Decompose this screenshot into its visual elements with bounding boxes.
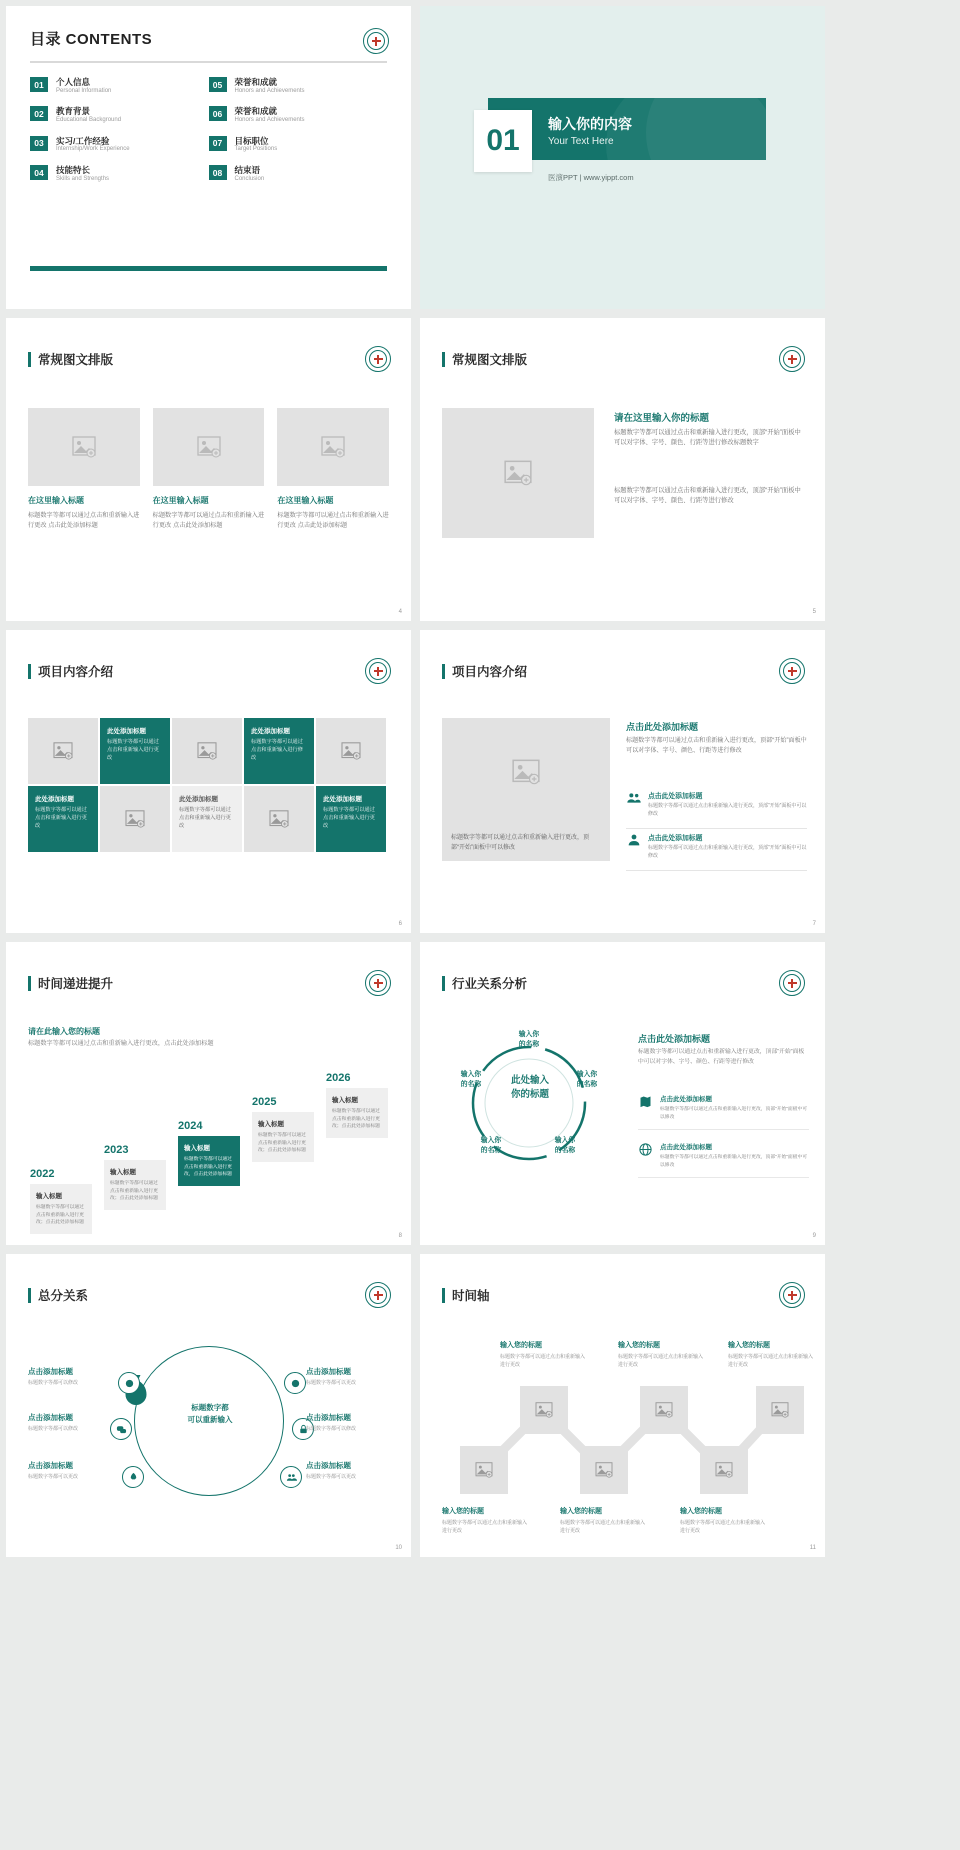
spoke-text: 标题数字等都可以修改: [28, 1426, 79, 1432]
circle-node[interactable]: 输入你 的名称: [576, 1071, 598, 1089]
slide-header: [442, 974, 527, 992]
timeline-step[interactable]: [104, 1144, 166, 1210]
toc-item[interactable]: [209, 165, 376, 183]
column-title: 在这里输入标题: [152, 496, 209, 505]
content-column: [28, 408, 140, 530]
timeline-label-bottom[interactable]: [560, 1506, 646, 1535]
brand-logo-icon: [779, 1282, 805, 1308]
timeline-label-bottom[interactable]: [442, 1506, 528, 1535]
timeline-node[interactable]: [520, 1386, 568, 1434]
grid-text-cell: [316, 786, 386, 852]
toc-item[interactable]: [30, 106, 197, 124]
toc-label-cn: 结束语: [234, 165, 261, 176]
page-number: 10: [395, 1545, 402, 1551]
grid-image-cell[interactable]: [316, 718, 386, 784]
toc-label-en: Educational Background: [56, 117, 122, 124]
step-text: 标题数字等都可以通过点击和重新输入进行更改；点击此处添加标题: [36, 1205, 84, 1226]
header-accent-bar: [28, 1288, 31, 1303]
header-accent-bar: [28, 976, 31, 991]
list-item-title: 点击此处添加标题: [660, 1096, 712, 1103]
header-title: 行业关系分析: [452, 977, 528, 991]
cell-title: 此处添加标题: [35, 796, 74, 803]
content-paragraph: 标题数字等都可以通过点击和重新输入进行更改，顶部“开始”面板中可以对字体、字号、颜色、行距等进行修改: [638, 1049, 805, 1065]
toc-label-cn: 教育背景: [56, 106, 91, 117]
timeline-step[interactable]: [252, 1096, 314, 1162]
footer-accent-bar: [30, 266, 387, 271]
circle-node[interactable]: 输入你 的名称: [518, 1031, 540, 1049]
toc-number: 07: [209, 136, 227, 151]
toc-label-cn: 荣誉和成就: [234, 77, 278, 87]
spoke-text: 标题数字等都可以更改: [306, 1474, 357, 1480]
column-title: 在这里输入标题: [28, 496, 84, 505]
list-item-title: 点击此处添加标题: [648, 793, 703, 800]
people-icon[interactable]: [280, 1466, 302, 1488]
grid-text-cell: [100, 718, 170, 784]
cell-text: 标题数字等都可以通过点击和重新输入进行更改: [323, 807, 375, 829]
slide-image-text-right: [420, 318, 825, 621]
step-year: 2025: [252, 1096, 277, 1108]
toc-item[interactable]: [30, 136, 197, 154]
toc-label-en: Skills and Strengths: [56, 175, 110, 182]
content-title: 点击此处添加标题: [638, 1034, 711, 1044]
list-item-text: 标题数字等都可以通过点击和重新输入进行更改，顶部“开始”面板中可以修改: [648, 803, 807, 817]
header-accent-bar: [442, 976, 445, 991]
timeline-step[interactable]: [326, 1072, 388, 1138]
lead-text: 标题数字等都可以通过点击和重新输入进行更改，点击此处添加标题: [28, 1040, 214, 1047]
spoke-label[interactable]: [28, 1366, 114, 1388]
header-accent-bar: [442, 664, 445, 679]
header-accent-bar: [442, 1288, 445, 1303]
image-placeholder[interactable]: [442, 408, 594, 538]
toc-label-en: Personal Information: [56, 87, 112, 94]
grid-image-cell[interactable]: [100, 786, 170, 852]
header-accent-bar: [442, 352, 445, 367]
spoke-title: 点击添加标题: [28, 1413, 73, 1422]
center-line-1: 此处输入: [510, 1075, 549, 1086]
list-item-title: 点击此处添加标题: [660, 1144, 712, 1151]
brand-logo-icon: [779, 970, 805, 996]
timeline-step[interactable]: [30, 1168, 92, 1234]
timeline-label-top[interactable]: [500, 1340, 586, 1369]
brand-logo-icon: [365, 970, 391, 996]
page-number: 5: [812, 609, 816, 615]
cell-title: 此处添加标题: [107, 728, 146, 735]
slide-hub-spoke: [6, 1254, 411, 1557]
lead-title: 请在此输入您的标题: [28, 1027, 100, 1036]
content-title: 点击此处添加标题: [626, 722, 699, 732]
slide-header: [442, 350, 527, 368]
step-title: 输入标题: [110, 1169, 136, 1176]
map-icon: [638, 1094, 660, 1114]
step-title: 输入标题: [184, 1145, 210, 1152]
section-source: 医演PPT | www.yippt.com: [548, 173, 634, 182]
page-number: 6: [398, 921, 402, 927]
toc-label-en: Honors and Achievements: [234, 87, 305, 94]
cell-title: 此处添加标题: [251, 728, 290, 735]
content-paragraph: 标题数字等都可以通过点击和重新输入进行更改，顶部“开始”面板中可以对字体、字号、颜色、行距等进行修改: [626, 737, 807, 755]
step-year: 2026: [326, 1072, 351, 1084]
toc-item[interactable]: [209, 77, 376, 95]
timeline-text: 标题数字等都可以通过点击和重新输入进行更改: [728, 1354, 814, 1368]
spoke-text: 标题数字等都可以修改: [306, 1426, 357, 1432]
toc-label-cn: 荣誉和成就: [234, 106, 278, 117]
step-title: 输入标题: [258, 1121, 284, 1128]
list-item-text: 标题数字等都可以通过点击和重新输入进行更改，顶部“开始”面板中可以修改: [648, 845, 807, 859]
timeline-label-bottom[interactable]: [680, 1506, 766, 1535]
page-title: 目录 CONTENTS: [30, 31, 153, 48]
toc-number: 03: [30, 136, 48, 151]
slide-grid-layout: [6, 630, 411, 933]
toc-column-left: [30, 77, 209, 195]
spoke-node-icon[interactable]: [118, 1372, 140, 1394]
slide-header: [28, 1286, 88, 1304]
step-year: 2023: [104, 1144, 129, 1156]
image-placeholder[interactable]: [442, 718, 610, 826]
globe-icon: [638, 1142, 660, 1162]
timeline-node[interactable]: [756, 1386, 804, 1434]
step-text: 标题数字等都可以通过点击和重新输入进行更改；点击此处添加标题: [332, 1109, 380, 1130]
cell-title: 此处添加标题: [323, 796, 362, 803]
timeline-text: 标题数字等都可以通过点击和重新输入进行更改: [560, 1520, 646, 1534]
grid-image-cell[interactable]: [172, 718, 242, 784]
slide-image-text-3col: [6, 318, 411, 621]
center-line-2: 你的标题: [510, 1089, 549, 1101]
grid-image-cell[interactable]: [28, 718, 98, 784]
page-number: 11: [809, 1545, 816, 1551]
cell-text: 标题数字等都可以通过点击和重新输入进行更改: [35, 807, 87, 829]
spoke-title: 点击添加标题: [306, 1413, 351, 1422]
toc-label-en: Honors and Achievements: [234, 117, 305, 124]
timeline-title: 输入您的标题: [680, 1508, 722, 1515]
toc-label-cn: 目标职位: [234, 135, 269, 146]
list-item-text: 标题数字等都可以通过点击和重新输入进行更改，顶部“开始”面板中可以修改: [660, 1155, 808, 1168]
toc: [30, 77, 387, 195]
spoke-text: 标题数字等都可以更改: [28, 1474, 79, 1480]
cell-text: 标题数字等都可以通过点击和重新输入进行更改: [179, 807, 231, 829]
grid-text-cell: [28, 786, 98, 852]
section-title-cn: 输入你的内容: [548, 116, 632, 132]
toc-label-cn: 实习/工作经验: [56, 135, 110, 146]
slide-header: [28, 350, 113, 368]
page-number: 8: [398, 1233, 402, 1239]
section-number: 01: [474, 110, 532, 172]
brand-logo-icon: [365, 346, 391, 372]
title-divider: [30, 61, 387, 63]
spoke-text: 标题数字等都可以修改: [28, 1380, 79, 1386]
timeline-title: 输入您的标题: [500, 1342, 542, 1349]
toc-number: 05: [209, 77, 227, 92]
cell-title: 此处添加标题: [179, 796, 218, 803]
image-placeholder[interactable]: [153, 408, 265, 486]
hub-label: 标题数字都 可以重新输入: [187, 1403, 233, 1424]
person-icon: [626, 832, 648, 853]
timeline-node[interactable]: [640, 1386, 688, 1434]
grid-text-cell: [244, 718, 314, 784]
timeline-label-top[interactable]: [618, 1340, 704, 1369]
slide-section-divider: [420, 6, 825, 309]
slide-relationship-circle: [420, 942, 825, 1245]
content-paragraph: 标题数字等都可以通过点击和重新输入进行更改，顶部“开始”面板中可以对字体、字号、颜色、行距等进行修改: [614, 487, 801, 505]
brand-logo-icon: [779, 658, 805, 684]
header-title: 项目内容介绍: [38, 665, 114, 679]
content-column: [153, 408, 265, 530]
column-title: 在这里输入标题: [277, 496, 334, 505]
toc-label-en: Target Positions: [234, 146, 278, 153]
toc-item[interactable]: [209, 136, 376, 154]
page-number: 9: [812, 1233, 816, 1239]
list-item[interactable]: [638, 1094, 809, 1130]
column-text: 标题数字等都可以通过点击和重新输入进行更改 点击此处添加标题: [277, 512, 389, 529]
timeline-text: 标题数字等都可以通过点击和重新输入进行更改: [680, 1520, 766, 1534]
spoke-label[interactable]: [28, 1460, 114, 1482]
list-item[interactable]: [626, 790, 807, 829]
timeline-node[interactable]: [580, 1446, 628, 1494]
step-title: 输入标题: [332, 1097, 358, 1104]
toc-number: 04: [30, 165, 48, 180]
content-column: [277, 408, 389, 530]
slide-contents: [6, 6, 411, 309]
slide-image-list: [420, 630, 825, 933]
step-text: 标题数字等都可以通过点击和重新输入进行更改，点击此处添加标题: [184, 1157, 232, 1178]
spoke-label[interactable]: [306, 1366, 394, 1388]
grid-text-cell: [172, 786, 242, 852]
timeline-text: 标题数字等都可以通过点击和重新输入进行更改: [618, 1354, 704, 1368]
people-icon: [626, 790, 648, 811]
header-title: 时间轴: [452, 1289, 490, 1303]
image-caption: 标题数字等都可以通过点击和重新输入进行更改，顶部“开始”面板中可以修改: [442, 826, 610, 861]
header-title: 时间递进提升: [38, 977, 114, 991]
slide-header: [442, 1286, 490, 1304]
image-placeholder[interactable]: [277, 408, 389, 486]
slide-header: [28, 974, 113, 992]
list-item-title: 点击此处添加标题: [648, 835, 703, 842]
toc-item[interactable]: [30, 165, 197, 183]
timeline-label-top[interactable]: [728, 1340, 814, 1369]
list-item[interactable]: [638, 1142, 809, 1178]
slide-header: [28, 662, 113, 680]
spoke-label[interactable]: [28, 1412, 114, 1434]
brand-logo-icon: [365, 658, 391, 684]
column-text: 标题数字等都可以通过点击和重新输入进行更改 点击此处添加标题: [152, 512, 265, 529]
header-title: 总分关系: [38, 1289, 89, 1303]
toc-label-cn: 个人信息: [56, 77, 91, 87]
page-number: 7: [812, 921, 816, 927]
header-accent-bar: [28, 664, 31, 679]
spoke-title: 点击添加标题: [306, 1461, 351, 1470]
section-title-en: Your Text Here: [548, 136, 614, 147]
header-title: 常规图文排版: [452, 353, 528, 367]
circle-node[interactable]: 输入你 的名称: [480, 1137, 502, 1155]
toc-item[interactable]: [209, 106, 376, 124]
toc-number: 02: [30, 106, 48, 121]
grid-image-cell[interactable]: [244, 786, 314, 852]
timeline-text: 标题数字等都可以通过点击和重新输入进行更改: [442, 1520, 528, 1534]
content-title: 请在这里输入你的标题: [614, 413, 710, 424]
spoke-label[interactable]: [306, 1460, 394, 1482]
image-placeholder[interactable]: [28, 408, 140, 486]
toc-label-en: Conclusion: [234, 175, 265, 182]
spoke-label[interactable]: [306, 1412, 394, 1434]
step-text: 标题数字等都可以通过点击和重新输入进行更改；点击此处添加标题: [258, 1133, 306, 1154]
timeline-title: 输入您的标题: [560, 1508, 602, 1515]
page-number: 4: [398, 609, 402, 615]
step-year: 2022: [30, 1168, 55, 1180]
step-text: 标题数字等都可以通过点击和重新输入进行更改；点击此处添加标题: [110, 1181, 158, 1202]
slide-zigzag-timeline: [420, 1254, 825, 1557]
header-title: 常规图文排版: [38, 353, 114, 367]
slide-header: [442, 662, 527, 680]
list-item[interactable]: [626, 832, 807, 871]
coin-icon[interactable]: [284, 1372, 306, 1394]
brand-logo-icon: [363, 28, 389, 54]
header-accent-bar: [28, 352, 31, 367]
spoke-title: 点击添加标题: [28, 1461, 73, 1470]
cell-text: 标题数字等都可以通过点击和重新输入进行修改: [251, 739, 303, 761]
rocket-icon[interactable]: [122, 1466, 144, 1488]
spoke-text: 标题数字等都可以更改: [306, 1380, 357, 1386]
circle-center-label: [490, 1074, 570, 1103]
toc-label-cn: 技能特长: [56, 165, 91, 176]
timeline-node[interactable]: [460, 1446, 508, 1494]
timeline-node[interactable]: [700, 1446, 748, 1494]
timeline-title: 输入您的标题: [728, 1342, 770, 1349]
timeline-title: 输入您的标题: [442, 1508, 484, 1515]
spoke-title: 点击添加标题: [306, 1367, 351, 1376]
brand-logo-icon: [779, 346, 805, 372]
timeline-text: 标题数字等都可以通过点击和重新输入进行更改: [500, 1354, 586, 1368]
cell-text: 标题数字等都可以通过点击和重新输入进行更改: [107, 739, 159, 761]
toc-label-en: Internship/Work Experience: [56, 146, 130, 153]
spoke-title: 点击添加标题: [28, 1367, 73, 1376]
column-text: 标题数字等都可以通过点击和重新输入进行更改 点击此处添加标题: [28, 512, 140, 529]
slide-timeline-steps: [6, 942, 411, 1245]
header-title: 项目内容介绍: [452, 665, 528, 679]
brand-logo-icon: [365, 1282, 391, 1308]
toc-column-right: [209, 77, 388, 195]
toc-item[interactable]: [30, 77, 197, 95]
step-title: 输入标题: [36, 1193, 62, 1200]
toc-number: 06: [209, 106, 227, 121]
toc-number: 08: [209, 165, 227, 180]
circle-node[interactable]: 输入你 的名称: [554, 1137, 576, 1155]
toc-number: 01: [30, 77, 48, 92]
step-year: 2024: [178, 1120, 203, 1132]
circle-node[interactable]: 输入你 的名称: [460, 1071, 482, 1089]
timeline-title: 输入您的标题: [618, 1342, 660, 1349]
timeline-step[interactable]: [178, 1120, 240, 1186]
content-paragraph: 标题数字等都可以通过点击和重新输入进行更改，顶部“开始”面板中可以对字体、字号、颜色、行距等进行修改标题数字: [614, 429, 801, 447]
list-item-text: 标题数字等都可以通过点击和重新输入进行更改，顶部“开始”面板中可以修改: [660, 1107, 808, 1120]
